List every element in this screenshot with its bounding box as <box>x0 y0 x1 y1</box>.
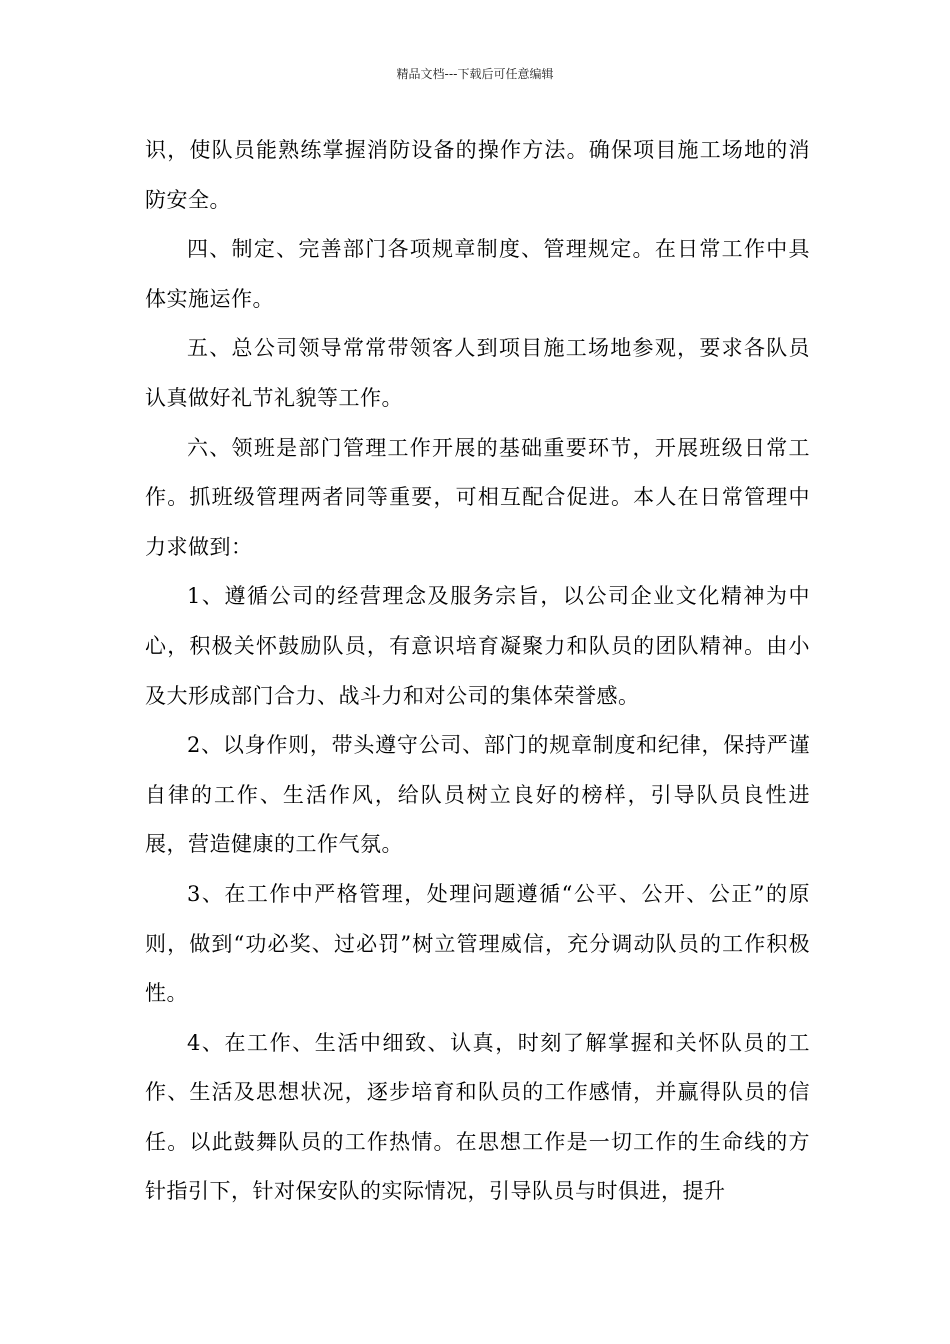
paragraph-item-5: 五、总公司领导常常带领客人到项目施工场地参观，要求各队员认真做好礼节礼貌等工作。 <box>145 336 810 410</box>
page-header: 精品文档---下载后可任意编辑 <box>396 67 554 81</box>
paragraph-item-4: 四、制定、完善部门各项规章制度、管理规定。在日常工作中具体实施运作。 <box>145 237 810 311</box>
paragraph-item-6: 六、领班是部门管理工作开展的基础重要环节，开展班级日常工作。抓班级管理两者同等重要，可相互配合促进。本人在日常管理中力求做到： <box>145 435 810 559</box>
paragraph-point-1: 1、遵循公司的经营理念及服务宗旨，以公司企业文化精神为中心，积极关怀鼓励队员，有意识培育凝聚力和队员的团队精神。由小及大形成部门合力、战斗力和对公司的集体荣誉感。 <box>145 584 810 708</box>
paragraph-point-2: 2、以身作则，带头遵守公司、部门的规章制度和纪律，保持严谨自律的工作、生活作风，给队员树立良好的榜样，引导队员良性进展，营造健康的工作气氛。 <box>145 733 810 857</box>
paragraph-continued: 识，使队员能熟练掌握消防设备的操作方法。确保项目施工场地的消防安全。 <box>145 138 810 212</box>
document-body <box>145 126 810 1217</box>
paragraph-point-3: 3、在工作中严格管理，处理问题遵循“公平、公开、公正”的原则，做到“功必奖、过必罚”树立管理威信，充分调动队员的工作积极性。 <box>145 881 810 1006</box>
paragraph-point-4: 4、在工作、生活中细致、认真，时刻了解掌握和关怀队员的工作、生活及思想状况，逐步培育和队员的工作感情，并赢得队员的信任。以此鼓舞队员的工作热情。在思想工作是一切工作的生命线的方针指引下，针对保安队的实际情况，引导队员与时俱进，提升 <box>145 1030 810 1204</box>
